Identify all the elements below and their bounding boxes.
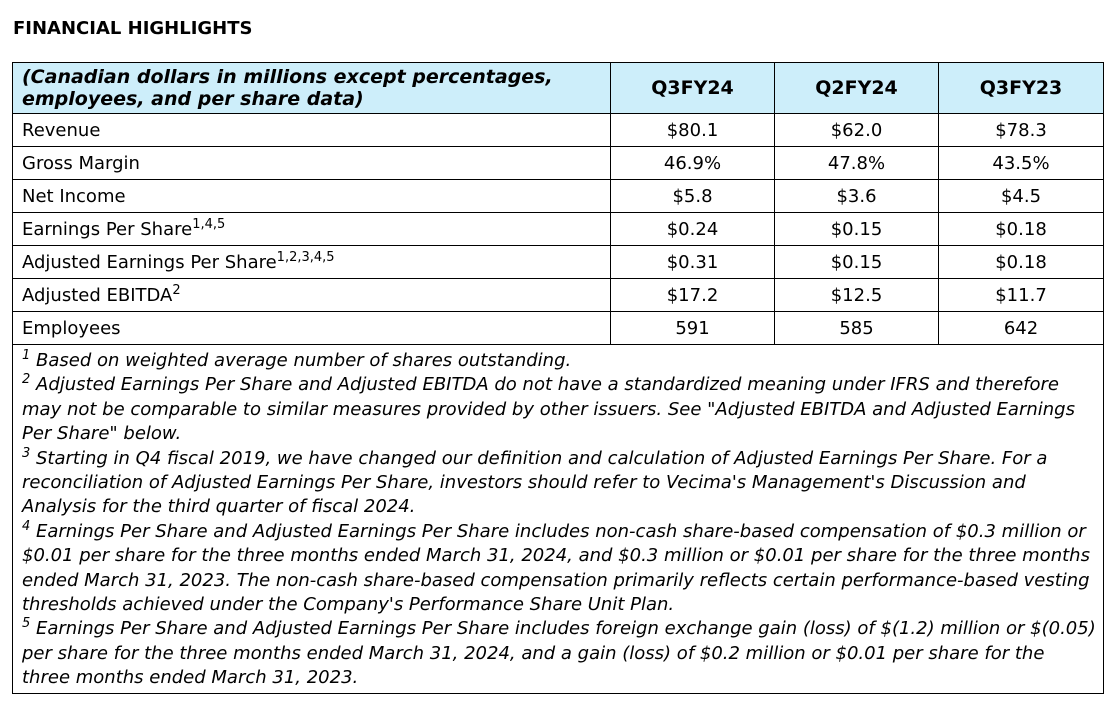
row-label bbox=[13, 279, 611, 312]
table-cell: $0.31 bbox=[611, 246, 775, 279]
footnote-number: 4 bbox=[22, 518, 31, 534]
table-row-earnings-per-share bbox=[13, 213, 1104, 246]
row-label-text: Net Income bbox=[22, 185, 126, 207]
table-row-adjusted-earnings-per-share bbox=[13, 246, 1104, 279]
row-label-text: Adjusted EBITDA bbox=[22, 284, 173, 306]
financial-highlights-table bbox=[12, 62, 1104, 694]
column-header-q2fy24: Q2FY24 bbox=[775, 63, 939, 114]
footnote-number: 1 bbox=[22, 348, 31, 363]
table-cell: 642 bbox=[939, 312, 1104, 345]
table-cell: $4.5 bbox=[939, 180, 1104, 213]
table-cell: $0.18 bbox=[939, 213, 1104, 246]
footnote-reference: 1,4,5 bbox=[192, 216, 226, 232]
table-row-net-income bbox=[13, 180, 1104, 213]
table-row-employees bbox=[13, 312, 1104, 345]
page-title: FINANCIAL HIGHLIGHTS bbox=[13, 18, 253, 39]
table-cell: $5.8 bbox=[611, 180, 775, 213]
row-label-text: Gross Margin bbox=[22, 152, 140, 174]
table-cell: $11.7 bbox=[939, 279, 1104, 312]
footnote-3 bbox=[22, 447, 1097, 520]
footnote-1 bbox=[22, 349, 1097, 373]
column-header-q3fy23: Q3FY23 bbox=[939, 63, 1104, 114]
table-cell: $0.24 bbox=[611, 213, 775, 246]
table-cell: $80.1 bbox=[611, 114, 775, 147]
footnotes-cell bbox=[13, 345, 1104, 694]
footnotes-row bbox=[13, 345, 1104, 694]
table-cell: $12.5 bbox=[775, 279, 939, 312]
table-row-revenue bbox=[13, 114, 1104, 147]
footnote-text: Earnings Per Share and Adjusted Earnings Per Share includes foreign exchange gain (loss) of $(1.2) million or $(0.05) per share for the three months ended March 31, 2024, and a gain (loss) of $0.2 million or $0.01 per share for the three months ended March 31, 2023. bbox=[22, 618, 1096, 689]
row-label-text: Adjusted Earnings Per Share bbox=[22, 251, 277, 273]
table-row-adjusted-ebitda bbox=[13, 279, 1104, 312]
table-header-row bbox=[13, 63, 1104, 114]
footnote-reference: 1,2,3,4,5 bbox=[276, 249, 335, 265]
table-cell: 46.9% bbox=[611, 147, 775, 180]
column-header-q3fy24: Q3FY24 bbox=[611, 63, 775, 114]
row-label bbox=[13, 312, 611, 345]
row-label bbox=[13, 147, 611, 180]
table-description-header: (Canadian dollars in millions except percentages, employees, and per share data) bbox=[13, 63, 611, 114]
table-cell: 43.5% bbox=[939, 147, 1104, 180]
footnote-text: Earnings Per Share and Adjusted Earnings Per Share includes non-cash share-based compensation of $0.3 million or $0.01 per share for the three months ended March 31, 2024, and $0.3 million or $0.01 per share for the three months ended March 31, 2023. The non-cash share-based compensation primarily reflects certain performance-based vesting thresholds achieved under the Company's Performance Share Unit Plan. bbox=[22, 520, 1090, 616]
table-cell: $78.3 bbox=[939, 114, 1104, 147]
table-cell: 591 bbox=[611, 312, 775, 345]
table-cell: $0.18 bbox=[939, 246, 1104, 279]
footnote-2 bbox=[22, 373, 1097, 446]
table-cell: 47.8% bbox=[775, 147, 939, 180]
footnote-text: Based on weighted average number of shares outstanding. bbox=[30, 350, 572, 371]
row-label bbox=[13, 114, 611, 147]
footnote-5 bbox=[22, 617, 1097, 690]
row-label bbox=[13, 213, 611, 246]
row-label bbox=[13, 180, 611, 213]
footnote-number: 5 bbox=[22, 616, 31, 632]
table-cell: $3.6 bbox=[775, 180, 939, 213]
footnote-text: Starting in Q4 fiscal 2019, we have changed our definition and calculation of Adjusted Earnings Per Share. For a reconciliation of Adjusted Earnings Per Share, investors should refer to Vecima's Management's Discussion and Analysis for the third quarter of fiscal 2024. bbox=[22, 447, 1048, 518]
table-cell: $17.2 bbox=[611, 279, 775, 312]
table-cell: $0.15 bbox=[775, 213, 939, 246]
footnote-text: Adjusted Earnings Per Share and Adjusted EBITDA do not have a standardized meaning under IFRS and therefore may not be comparable to similar measures provided by other issuers. See "Adjusted EBITDA and Adjusted Earnings Per Share" below. bbox=[22, 374, 1075, 445]
footnote-number: 3 bbox=[22, 445, 31, 461]
row-label-text: Earnings Per Share bbox=[22, 218, 193, 240]
table-row-gross-margin bbox=[13, 147, 1104, 180]
footnote-number: 2 bbox=[22, 372, 31, 388]
footnote-4 bbox=[22, 520, 1097, 618]
row-label-text: Revenue bbox=[22, 119, 101, 141]
table-cell: $0.15 bbox=[775, 246, 939, 279]
table-cell: $62.0 bbox=[775, 114, 939, 147]
table-cell: 585 bbox=[775, 312, 939, 345]
footnote-reference: 2 bbox=[172, 282, 181, 298]
row-label bbox=[13, 246, 611, 279]
row-label-text: Employees bbox=[22, 317, 121, 339]
